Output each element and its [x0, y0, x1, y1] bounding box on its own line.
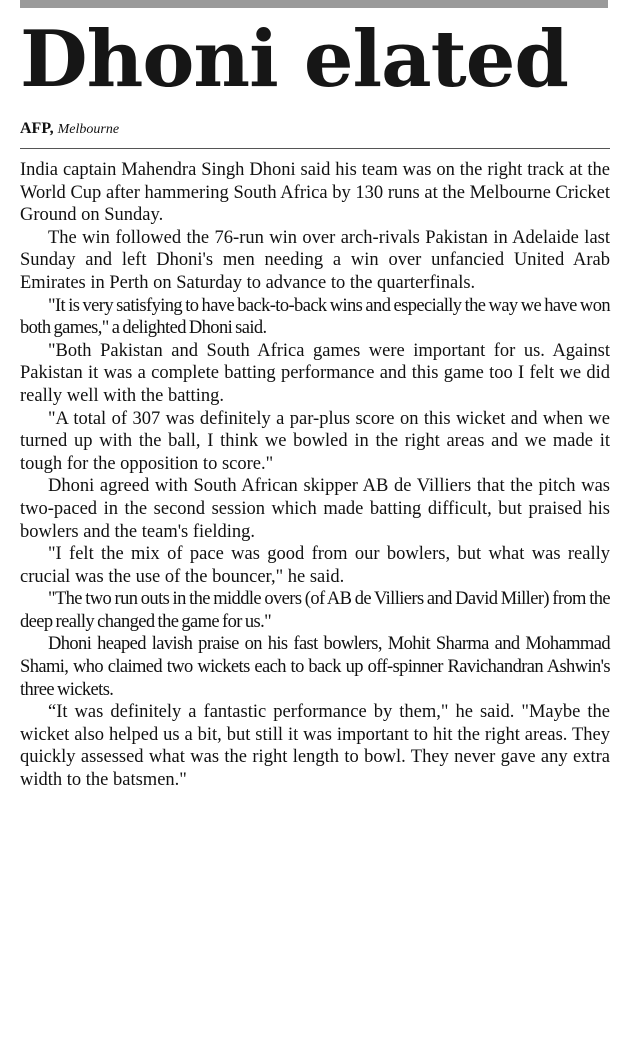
article-paragraph: "The two run outs in the middle overs (of AB de Villiers and David Miller) from the deep really changed the game for us." [20, 589, 610, 632]
article-paragraph: "It is very satisfying to have back-to-back wins and especially the way we have won both games," a delighted Dhoni said. [20, 295, 610, 339]
article-paragraph: Dhoni agreed with South African skipper AB de Villiers that the pitch was two-paced in the second session which made batting difficult, but praised his bowlers and the team's fielding. [20, 476, 610, 542]
article-paragraph: "Both Pakistan and South Africa games were important for us. Against Pakistan it was a complete batting performance and this game too I felt we did really well with the batting. [20, 340, 610, 406]
headline: Dhoni elated [20, 14, 568, 105]
article-paragraph: "I felt the mix of pace was good from our bowlers, but what was really crucial was the use of the bouncer," he said. [20, 544, 610, 587]
article-paragraph: India captain Mahendra Singh Dhoni said his team was on the right track at the World Cup after hammering South Africa by 130 runs at the Melbourne Cricket Ground on Sunday. [20, 160, 610, 226]
article-body [20, 159, 610, 792]
article-paragraph: The win followed the 76-run win over arch-rivals Pakistan in Adelaide last Sunday and left Dhoni's men needing a win over unfancied United Arab Emirates in Perth on Saturday to advance to the quarterfinals. [20, 227, 610, 293]
article-paragraph: Dhoni heaped lavish praise on his fast bowlers, Mohit Sharma and Mohammad Shami, who claimed two wickets each to back up off-spinner Ravichandran Ashwin's three wickets. [20, 634, 610, 700]
byline-dateline: Melbourne [57, 122, 120, 137]
article-paragraph: “It was definitely a fantastic performance by them," he said. "Maybe the wicket also helped us a bit, but still it was important to hit the right areas. They quickly assessed what was the right length to bowl. They never gave any extra width to the batsmen." [20, 702, 610, 791]
top-rule [20, 0, 608, 8]
byline-divider [20, 148, 610, 149]
byline-agency: AFP, [20, 120, 54, 137]
article-paragraph: "A total of 307 was definitely a par-plus score on this wicket and when we turned up with the ball, I think we bowled in the right areas and we made it tough for the opposition to score." [20, 408, 610, 474]
byline [20, 119, 119, 140]
